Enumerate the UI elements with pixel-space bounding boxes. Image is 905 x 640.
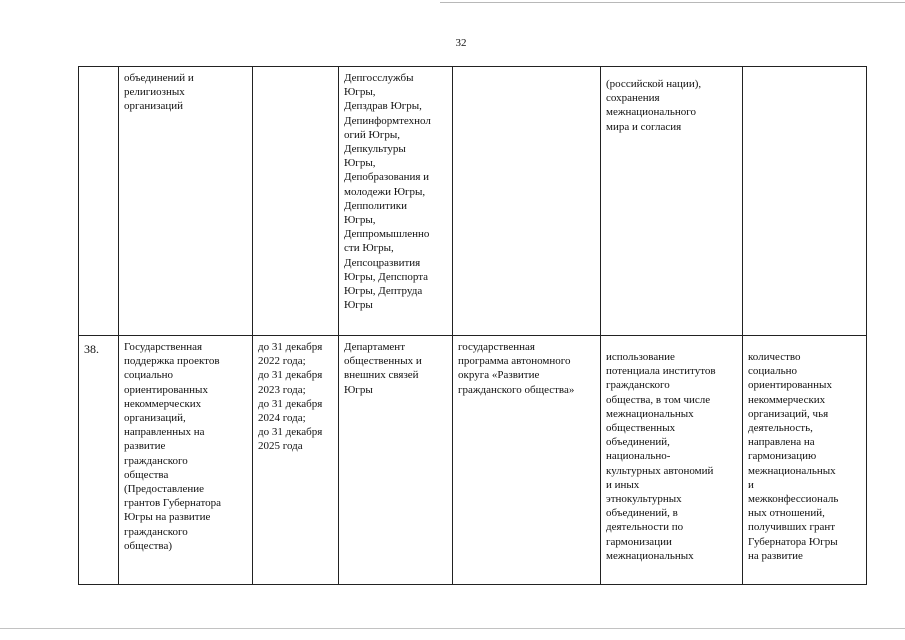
- cell-executor: Департамент общественных и внешних связей Югры: [339, 336, 453, 585]
- measures-table-grid: [78, 66, 867, 585]
- cell-deadline: [253, 67, 339, 336]
- cell-number: 38.: [79, 336, 119, 585]
- cell-indicator: количество социально ориентированных некоммерческих организаций, чья деятельность, направлена на гармонизацию межнациональных и межконфессиональ ных отношений, получивших грант Губернатора Югры на развитие: [743, 336, 867, 585]
- cell-indicator: [743, 67, 867, 336]
- cell-measure: Государственная поддержка проектов социально ориентированных некоммерческих организаций, направленных на развитие гражданского общества (Предоставление грантов Губернатора Югры на развитие гражданского общества): [119, 336, 253, 585]
- cell-result: использование потенциала институтов гражданского общества, в том числе межнациональных общественных объединений, национально- культурных автономий и иных этнокультурных объединений, в деятельности по гармонизации межнациональных: [601, 336, 743, 585]
- measures-table: [78, 66, 866, 585]
- cell-result: (российской нации), сохранения межнационального мира и согласия: [601, 67, 743, 336]
- cell-program: [453, 67, 601, 336]
- scan-edge-top: [440, 2, 905, 7]
- table-row: [79, 336, 867, 585]
- cell-program: государственная программа автономного округа «Развитие гражданского общества»: [453, 336, 601, 585]
- page-number: 32: [455, 37, 467, 49]
- scan-edge-bottom: [0, 628, 905, 633]
- table-row: [79, 67, 867, 336]
- cell-measure: объединений и религиозных организаций: [119, 67, 253, 336]
- cell-executor: Депгосслужбы Югры, Депздрав Югры, Депинформтехнол огий Югры, Депкультуры Югры, Депобразования и молодежи Югры, Депполитики Югры, Дeппромышленно сти Югры, Депсоцразвития Югры, Депспорта Югры, Дептруда Югры: [339, 67, 453, 336]
- cell-deadline: до 31 декабря 2022 года; до 31 декабря 2023 года; до 31 декабря 2024 года; до 31 декабря 2025 года: [253, 336, 339, 585]
- cell-number: [79, 67, 119, 336]
